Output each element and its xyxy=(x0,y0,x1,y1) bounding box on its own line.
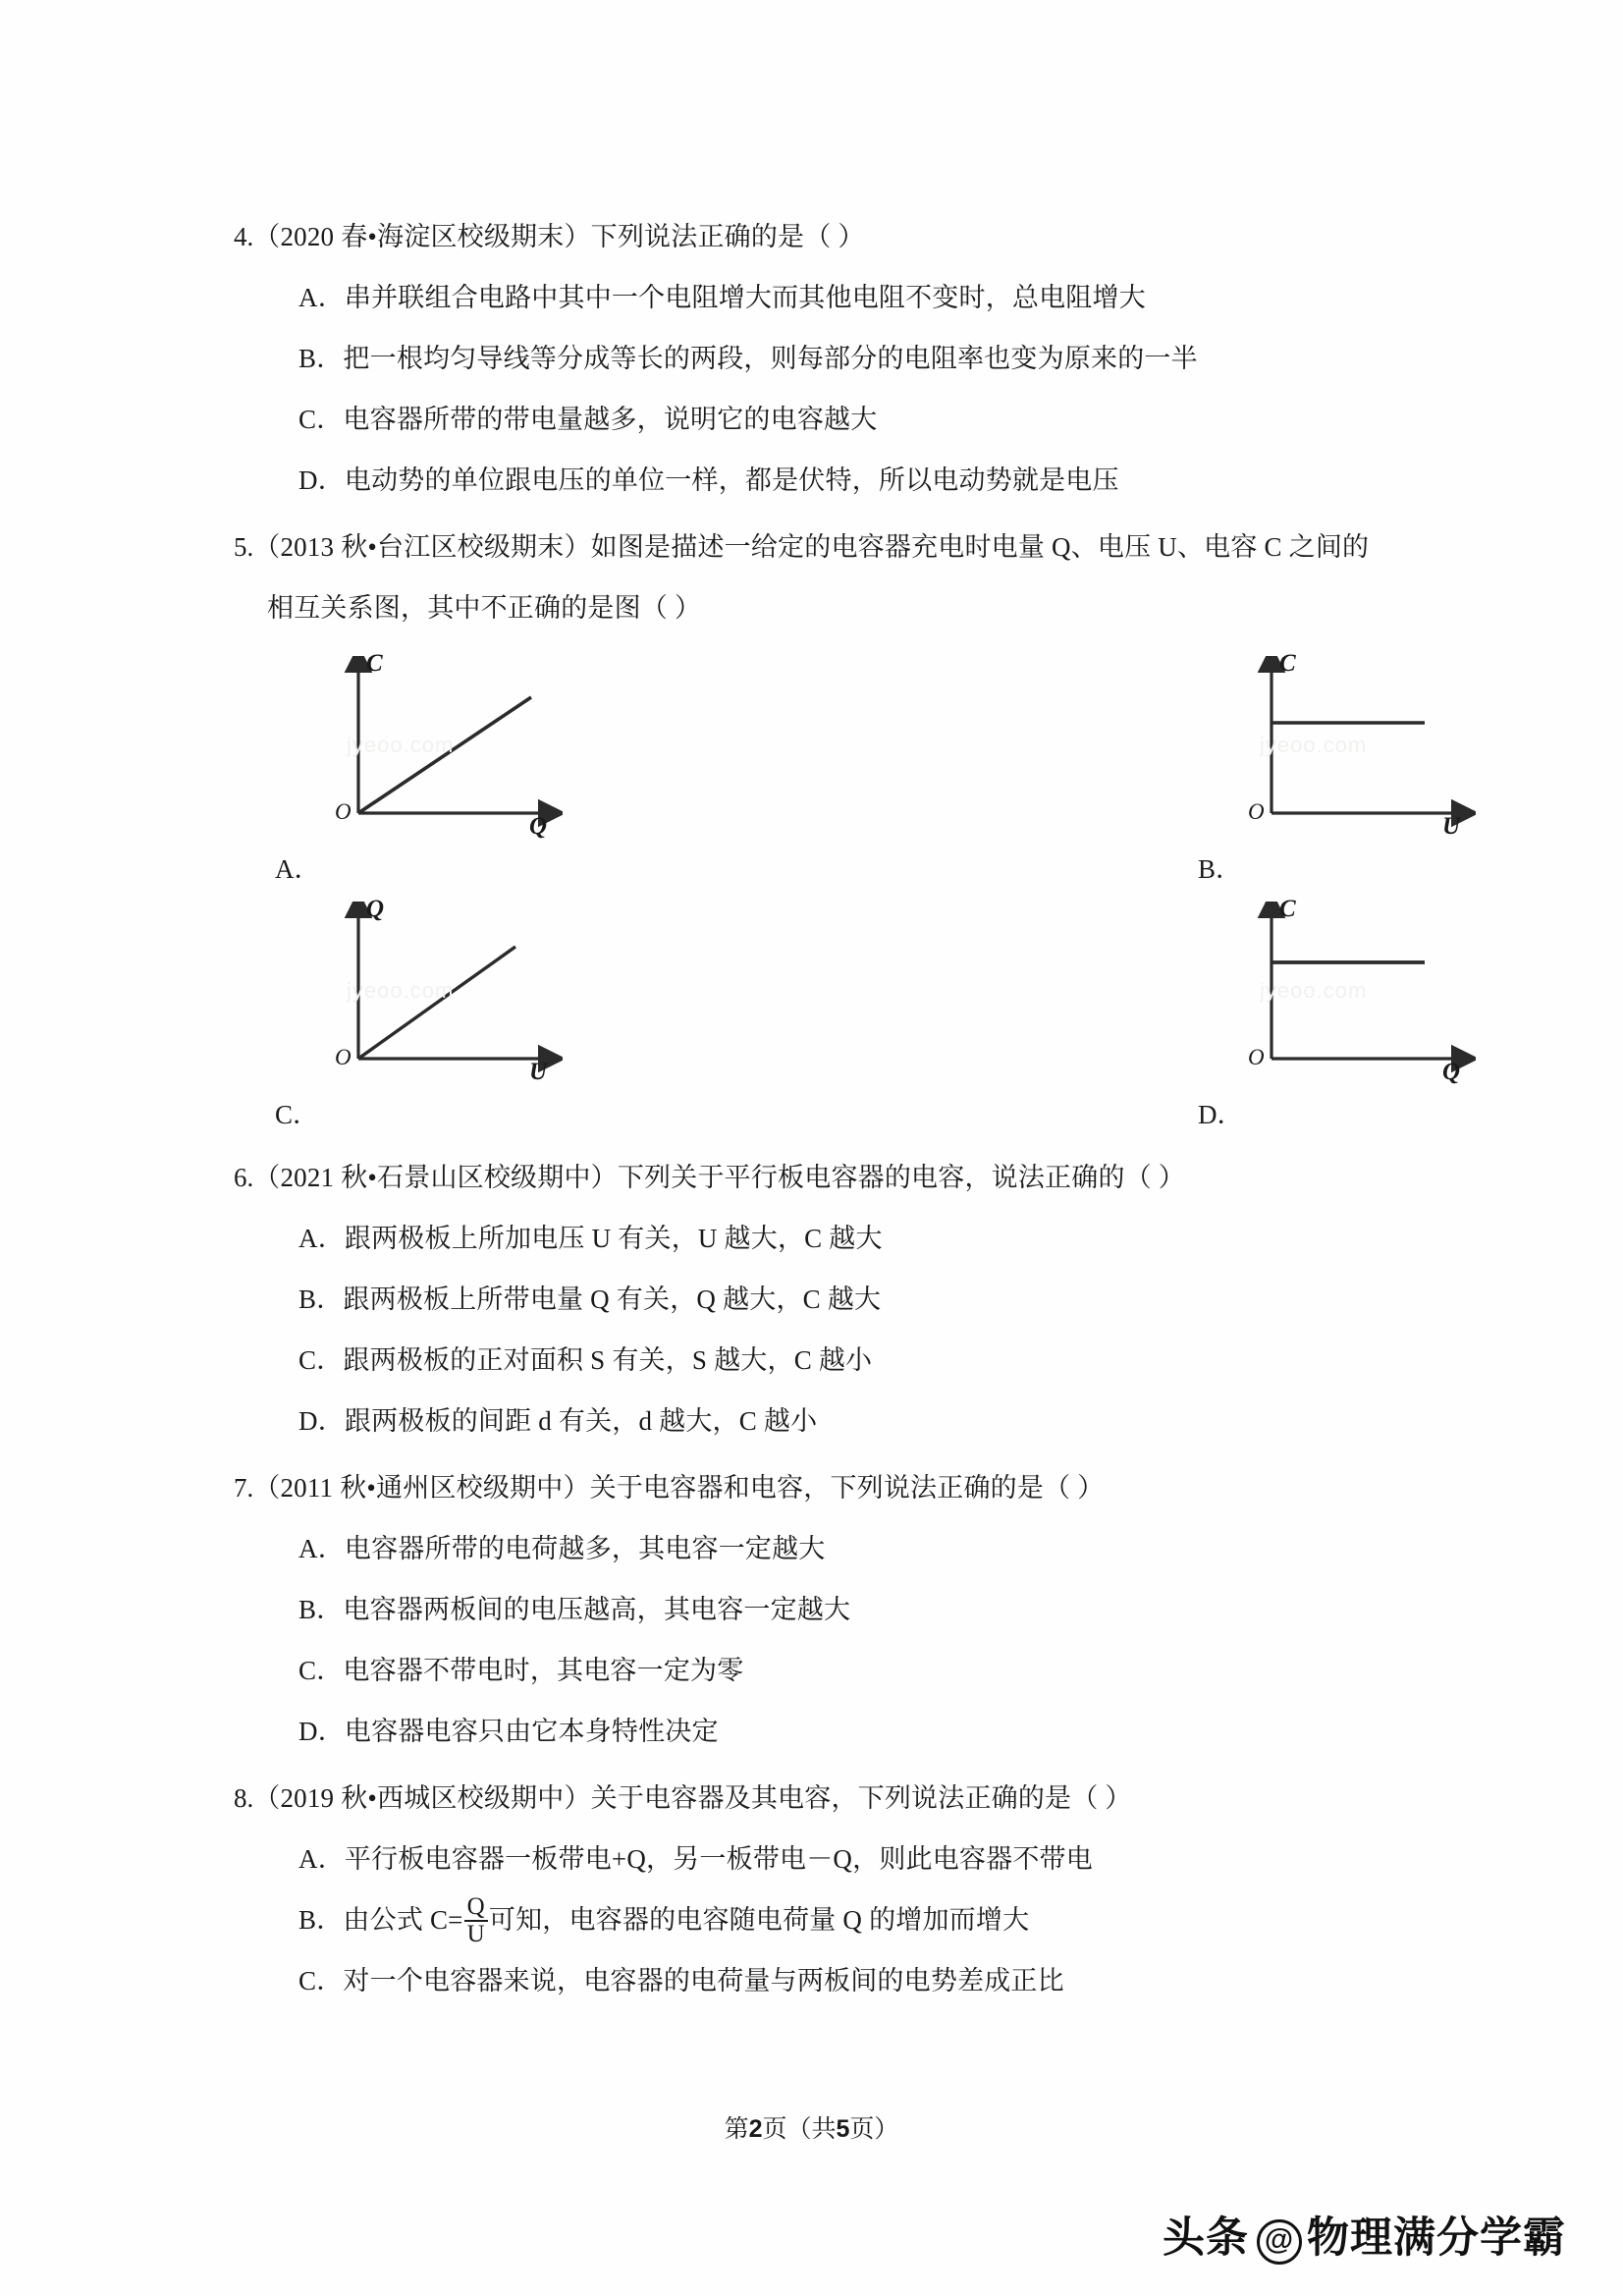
question-8-stem xyxy=(234,1768,1392,1829)
question-4-option-c xyxy=(234,389,1392,450)
question-6-option-a xyxy=(234,1208,1392,1269)
question-4-option-a xyxy=(234,267,1392,328)
capacitance-formula xyxy=(464,1894,488,1946)
figure-d-label: D． xyxy=(1198,1100,1244,1129)
option-label: D． xyxy=(298,465,345,495)
figure-d-y-axis-label: C xyxy=(1279,896,1296,922)
figure-c xyxy=(243,894,813,1139)
question-5-stem-text: （2013 秋•台江区校级期末）如图是描述一给定的电容器充电时电量 Q、电压 U、电容 C 之间的相互关系图，其中不正确的是图（ ） xyxy=(253,532,1370,623)
figure-c-label: C． xyxy=(275,1100,320,1129)
figure-watermark: jyeoo.com xyxy=(347,733,455,757)
figure-d xyxy=(813,894,1461,1139)
figure-row-2 xyxy=(243,894,1461,1139)
figure-b-y-axis-label: C xyxy=(1279,650,1296,677)
question-5-number: 5. xyxy=(234,532,254,562)
toutiao-account-watermark xyxy=(1163,2205,1566,2265)
option-label: B． xyxy=(298,1595,344,1624)
question-4-number: 4. xyxy=(234,222,254,251)
formula-denominator: U xyxy=(464,1920,488,1947)
option-text: 对一个电容器来说，电容器的电荷量与两板间的电势差成正比 xyxy=(343,1966,1064,1995)
formula-prefix: 由公式 C= xyxy=(343,1905,463,1935)
question-5-stem xyxy=(234,517,1392,638)
question-8-option-b xyxy=(234,1889,1392,1950)
question-7-stem xyxy=(234,1457,1392,1518)
page-footer xyxy=(0,2109,1623,2145)
question-7-option-a xyxy=(234,1518,1392,1579)
option-text: 平行板电容器一板带电+Q，另一板带电－Q，则此电容器不带电 xyxy=(344,1844,1093,1874)
footer-prefix: 第 xyxy=(724,2115,749,2143)
option-text: 跟两极板的正对面积 S 有关，S 越大，C 越小 xyxy=(343,1345,873,1375)
figure-a-plot xyxy=(335,650,563,840)
option-label: C． xyxy=(298,1345,344,1375)
figure-d-origin-label: O xyxy=(1248,1045,1265,1069)
figure-a-origin-label: O xyxy=(335,799,352,824)
option-text: 把一根均匀导线等分成等长的两段，则每部分的电阻率也变为原来的一半 xyxy=(343,344,1198,373)
option-label: C． xyxy=(298,405,344,434)
question-6-stem xyxy=(234,1147,1392,1208)
toutiao-brand-label: 头条 xyxy=(1163,2214,1249,2262)
footer-total-pages: 5 xyxy=(836,2115,850,2143)
option-text: 电容器不带电时，其电容一定为零 xyxy=(343,1656,744,1685)
question-6-option-d xyxy=(234,1391,1392,1451)
question-6-stem-text: （2021 秋•石景山区校级期中）下列关于平行板电容器的电容，说法正确的（ ） xyxy=(253,1163,1186,1192)
figure-d-plot xyxy=(1248,896,1476,1085)
figure-row-1 xyxy=(243,648,1461,894)
option-text: 电容器所带的电荷越多，其电容一定越大 xyxy=(344,1534,826,1563)
option-label: C． xyxy=(298,1966,344,1995)
figure-c-origin-label: O xyxy=(335,1045,352,1069)
option-text: 跟两极板上所带电量 Q 有关，Q 越大，C 越大 xyxy=(343,1285,882,1314)
option-label: A． xyxy=(298,1224,345,1253)
option-text: 电容器两板间的电压越高，其电容一定越大 xyxy=(343,1595,851,1624)
question-4-option-d xyxy=(234,450,1392,511)
figure-d-x-axis-label: Q xyxy=(1442,1059,1461,1085)
question-4 xyxy=(234,206,1392,511)
option-label: A． xyxy=(298,283,345,312)
question-7-option-c xyxy=(234,1640,1392,1701)
footer-page-number: 2 xyxy=(748,2115,763,2143)
question-7-option-d xyxy=(234,1701,1392,1762)
option-text: 电容器所带的带电量越多，说明它的电容越大 xyxy=(343,405,878,434)
question-4-stem xyxy=(234,206,1392,267)
question-4-option-b xyxy=(234,328,1392,389)
figure-a xyxy=(243,648,813,894)
question-7 xyxy=(234,1457,1392,1762)
question-6 xyxy=(234,1147,1392,1451)
option-text: 跟两极板上所加电压 U 有关，U 越大，C 越大 xyxy=(344,1224,883,1253)
option-label: D． xyxy=(298,1406,345,1436)
page-content xyxy=(234,206,1461,2017)
question-5 xyxy=(234,517,1461,1139)
question-6-option-b xyxy=(234,1269,1392,1330)
figure-a-label: A． xyxy=(275,854,321,884)
figure-watermark: jyeoo.com xyxy=(1260,733,1368,757)
question-8-option-a xyxy=(234,1829,1392,1889)
figure-a-x-axis-label: Q xyxy=(529,813,548,840)
footer-middle: 页（共 xyxy=(762,2115,837,2143)
at-sign-icon: @ xyxy=(1257,2219,1302,2265)
figure-watermark: jyeoo.com xyxy=(347,978,455,1003)
question-8-stem-text: （2019 秋•西城区校级期中）关于电容器及其电容，下列说法正确的是（ ） xyxy=(253,1783,1132,1813)
account-name-label: 物理满分学霸 xyxy=(1307,2214,1566,2262)
figure-a-y-axis-label: C xyxy=(366,650,383,677)
question-8-number: 8. xyxy=(234,1783,254,1813)
formula-suffix: 可知，电容器的电容随电荷量 Q 的增加而增大 xyxy=(488,1905,1030,1935)
question-7-option-b xyxy=(234,1579,1392,1640)
figure-watermark: jyeoo.com xyxy=(1260,978,1368,1003)
option-label: D． xyxy=(298,1717,345,1746)
question-4-stem-text: （2020 春•海淀区校级期末）下列说法正确的是（ ） xyxy=(253,222,865,251)
option-label: B． xyxy=(298,344,344,373)
question-5-figure-group xyxy=(234,648,1461,1139)
figure-c-y-axis-label: Q xyxy=(366,896,385,922)
figure-b xyxy=(813,648,1461,894)
figure-c-x-axis-label: U xyxy=(529,1059,548,1085)
option-label: B． xyxy=(298,1905,344,1935)
option-text: 电动势的单位跟电压的单位一样，都是伏特，所以电动势就是电压 xyxy=(344,465,1119,495)
question-7-number: 7. xyxy=(234,1473,254,1503)
option-text: 电容器电容只由它本身特性决定 xyxy=(344,1717,719,1746)
question-8-option-c xyxy=(234,1950,1392,2011)
formula-numerator: Q xyxy=(466,1893,485,1921)
figure-b-x-axis-label: U xyxy=(1442,813,1461,840)
figure-b-plot xyxy=(1248,650,1476,840)
question-8 xyxy=(234,1768,1392,2011)
option-label: A． xyxy=(298,1534,345,1563)
figure-b-origin-label: O xyxy=(1248,799,1265,824)
question-6-option-c xyxy=(234,1330,1392,1391)
footer-suffix: 页） xyxy=(849,2115,899,2143)
question-6-number: 6. xyxy=(234,1163,254,1192)
question-7-stem-text: （2011 秋•通州区校级期中）关于电容器和电容，下列说法正确的是（ ） xyxy=(253,1473,1105,1503)
figure-b-label: B． xyxy=(1198,854,1243,884)
option-text: 跟两极板的间距 d 有关，d 越大，C 越小 xyxy=(344,1406,818,1436)
option-label: C． xyxy=(298,1656,344,1685)
option-label: B． xyxy=(298,1285,344,1314)
figure-c-plot xyxy=(335,896,563,1085)
option-text: 串并联组合电路中其中一个电阻增大而其他电阻不变时，总电阻增大 xyxy=(344,283,1146,312)
option-label: A． xyxy=(298,1844,345,1874)
